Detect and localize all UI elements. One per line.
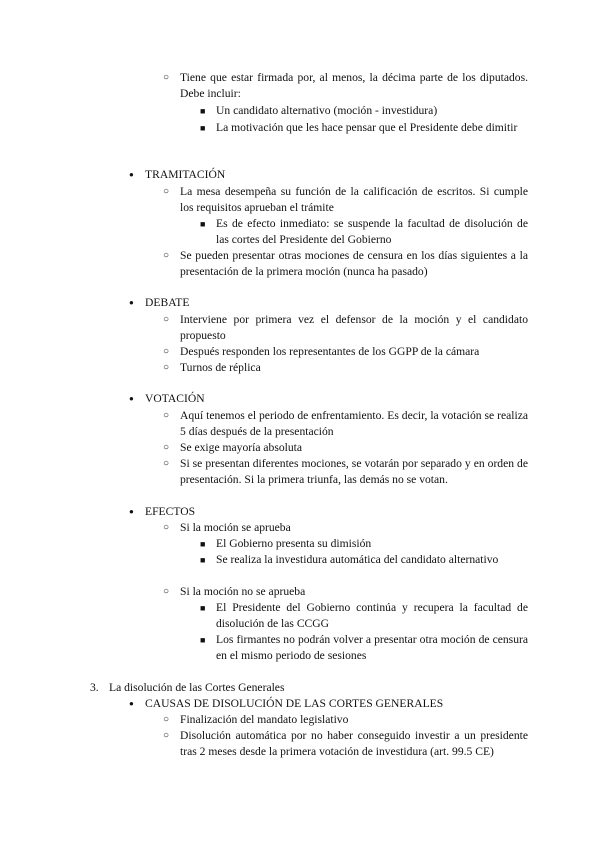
disc-bullet-icon: ● <box>129 170 134 179</box>
list-item-text: Interviene por primera vez el defensor de la moción y el candidato propuesto <box>180 313 528 342</box>
list-item-diferentes-mociones <box>163 456 528 488</box>
circle-bullet-icon: ○ <box>163 410 170 421</box>
list-item-mesa <box>163 184 528 216</box>
heading-debate <box>129 295 530 311</box>
list-item-dimision <box>200 536 528 552</box>
heading-text: TRAMITACIÓN <box>145 168 226 181</box>
list-item-firmantes <box>200 632 528 664</box>
list-item-text: Se realiza la investidura automática del candidato alternativo <box>216 553 499 566</box>
list-item-efecto-inmediato <box>200 216 528 248</box>
square-bullet-icon: ■ <box>200 219 206 229</box>
list-item-text: Si la moción se aprueba <box>180 521 291 534</box>
disc-bullet-icon: ● <box>129 699 134 708</box>
square-bullet-icon: ■ <box>200 539 206 549</box>
disc-bullet-icon: ● <box>129 394 134 403</box>
list-item-text: Aquí tenemos el periodo de enfrentamiento. Es decir, la votación se realiza 5 días después de la presentación <box>180 409 528 438</box>
list-item-interviene <box>163 312 528 344</box>
list-item-no-se-aprueba <box>163 584 528 600</box>
list-item-mayoria <box>163 440 528 456</box>
list-item-text: Finalización del mandato legislativo <box>180 713 349 726</box>
heading-text: CAUSAS DE DISOLUCIÓN DE LAS CORTES GENERALES <box>145 697 444 710</box>
list-item-enfrentamiento <box>163 408 528 440</box>
circle-bullet-icon: ○ <box>163 586 170 597</box>
section-heading-disolucion <box>90 680 529 696</box>
list-item-presidente-continua <box>200 600 528 632</box>
list-item-text: Disolución automática por no haber conseguido investir a un presidente tras 2 meses desde la primera votación de investidura (art. 99.5 CE) <box>180 729 528 758</box>
list-item-text: El Gobierno presenta su dimisión <box>216 537 372 550</box>
circle-bullet-icon: ○ <box>163 442 170 453</box>
list-item-text: Los firmantes no podrán volver a presentar otra moción de censura en el mismo periodo de sesiones <box>216 633 528 662</box>
circle-bullet-icon: ○ <box>163 522 170 533</box>
section-number: 3. <box>90 681 99 694</box>
list-item-responden <box>163 344 528 360</box>
list-item-text: La mesa desempeña su función de la calificación de escritos. Si cumple los requisitos aprueban el trámite <box>180 185 528 214</box>
list-item-text: Si la moción no se aprueba <box>180 585 306 598</box>
list-item-text: Se pueden presentar otras mociones de censura en los días siguientes a la presentación de la primera moción (nunca ha pasado) <box>180 249 528 278</box>
list-item-text: Turnos de réplica <box>180 361 261 374</box>
circle-bullet-icon: ○ <box>163 714 170 725</box>
heading-votacion <box>129 391 530 407</box>
heading-text: VOTACIÓN <box>145 392 205 405</box>
circle-bullet-icon: ○ <box>163 314 170 325</box>
circle-bullet-icon: ○ <box>163 186 170 197</box>
section-title: La disolución de las Cortes Generales <box>109 681 285 694</box>
list-item-text: Tiene que estar firmada por, al menos, la décima parte de los diputados. Debe incluir: <box>180 71 528 100</box>
list-item-replica <box>163 360 528 376</box>
circle-bullet-icon: ○ <box>163 730 170 741</box>
list-item-text: Es de efecto inmediato: se suspende la facultad de disolución de las cortes del Presidente del Gobierno <box>216 217 528 246</box>
list-item-text: Después responden los representantes de los GGPP de la cámara <box>180 345 480 358</box>
heading-text: DEBATE <box>145 296 190 309</box>
list-item-finalizacion <box>163 712 528 728</box>
list-item-disolucion-automatica <box>163 728 528 760</box>
heading-causas <box>129 696 530 712</box>
square-bullet-icon: ■ <box>200 603 206 613</box>
list-item-investidura-automatica <box>200 552 528 568</box>
square-bullet-icon: ■ <box>200 106 206 116</box>
list-item-motivacion <box>200 120 528 136</box>
circle-bullet-icon: ○ <box>163 346 170 357</box>
list-item-text: El Presidente del Gobierno continúa y recupera la facultad de disolución de las CCGG <box>216 601 528 630</box>
square-bullet-icon: ■ <box>200 635 206 645</box>
circle-bullet-icon: ○ <box>163 458 170 469</box>
list-item-text: Si se presentan diferentes mociones, se votarán por separado y en orden de presentación. Si la primera triunfa, las demás no se votan. <box>180 457 528 486</box>
list-item-text: La motivación que les hace pensar que el Presidente debe dimitir <box>216 121 518 134</box>
list-item-text: Se exige mayoría absoluta <box>180 441 303 454</box>
disc-bullet-icon: ● <box>129 298 134 307</box>
list-item-firmada <box>163 70 528 102</box>
list-item-text: Un candidato alternativo (moción - investidura) <box>216 104 438 117</box>
circle-bullet-icon: ○ <box>163 72 170 83</box>
list-item-otras-mociones <box>163 248 528 280</box>
disc-bullet-icon: ● <box>129 507 134 516</box>
square-bullet-icon: ■ <box>200 555 206 565</box>
heading-text: EFECTOS <box>145 505 196 518</box>
square-bullet-icon: ■ <box>200 123 206 133</box>
circle-bullet-icon: ○ <box>163 250 170 261</box>
list-item-candidato <box>200 103 528 119</box>
circle-bullet-icon: ○ <box>163 362 170 373</box>
heading-efectos <box>129 504 530 520</box>
heading-tramitacion <box>129 167 530 183</box>
list-item-se-aprueba <box>163 520 528 536</box>
